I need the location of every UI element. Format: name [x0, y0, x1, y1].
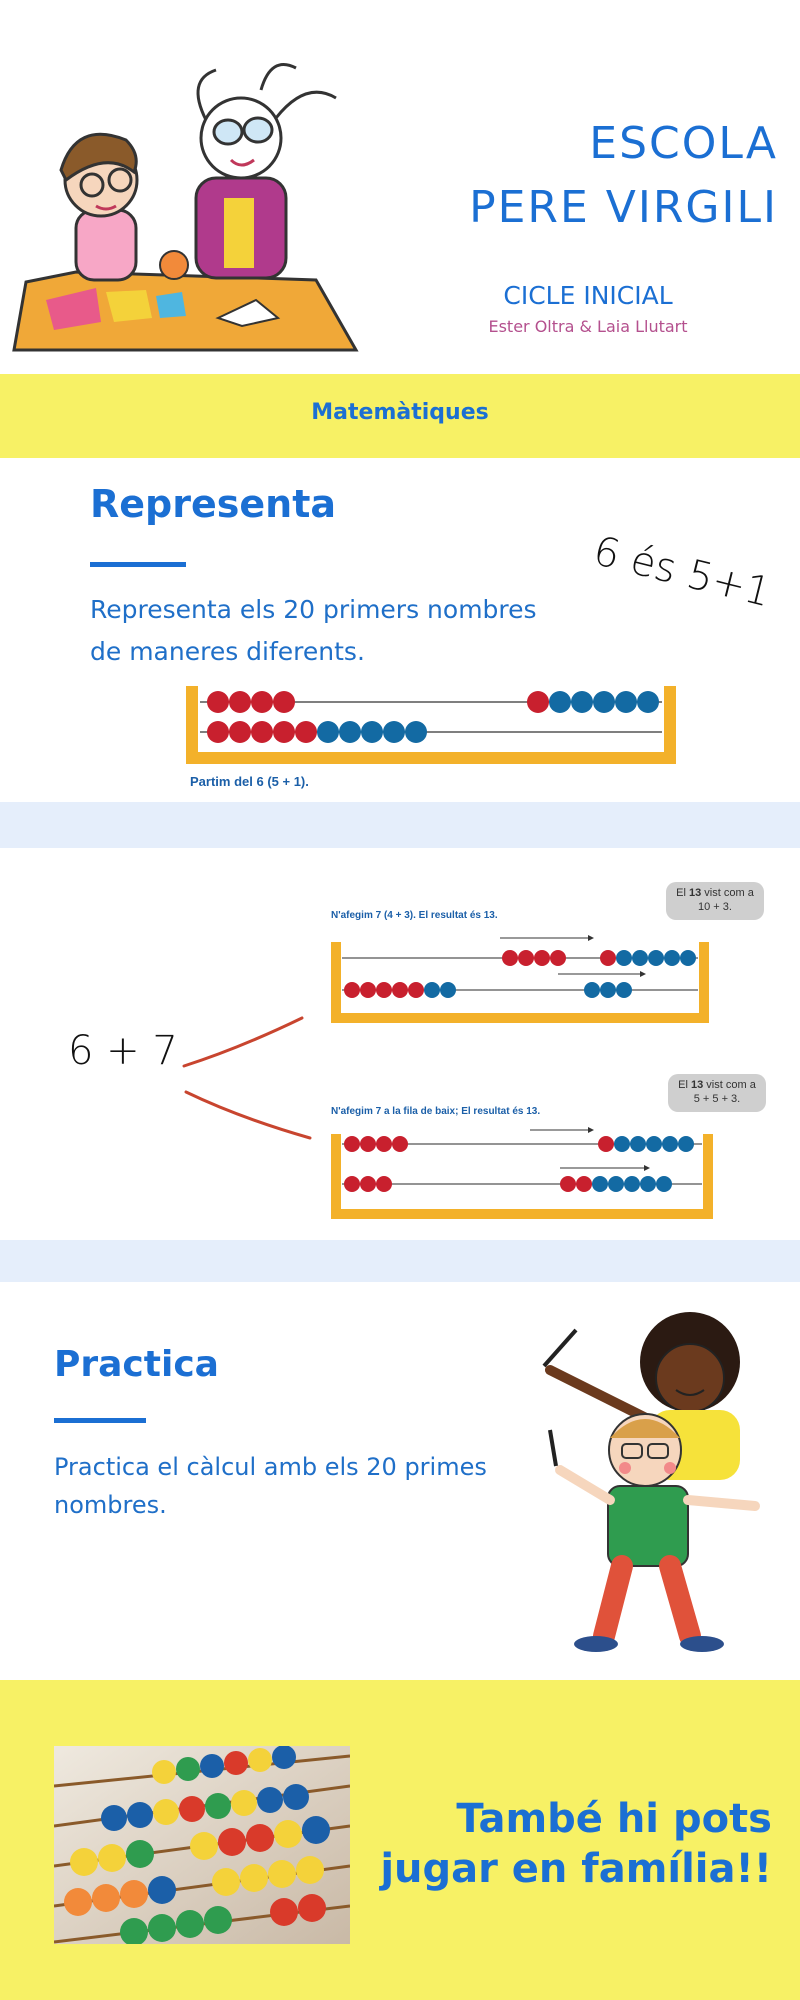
cycle-label: CICLE INICIAL — [503, 281, 673, 310]
family-message-line2: jugar en família!! — [380, 1846, 772, 1892]
heading-underline — [54, 1418, 146, 1423]
footer-band — [0, 1680, 800, 2000]
section-sum — [0, 848, 800, 1240]
school-name-line1: ESCOLA — [589, 118, 778, 169]
abacus-caption-2: N'afegim 7 a la fila de baix; El resultat és 13. — [331, 1106, 541, 1117]
handwritten-note: 6 és 5+1 — [588, 528, 776, 617]
handwritten-sum: 6 + 7 — [68, 1028, 178, 1074]
divider-band — [0, 802, 800, 848]
children-painting-illustration — [530, 1300, 780, 1660]
school-name-line2: PERE VIRGILI — [469, 182, 778, 233]
abacus-caption-1: N'afegim 7 (4 + 3). El resultat és 13. — [331, 910, 498, 921]
section-practice — [0, 1282, 800, 1680]
heading-underline — [90, 562, 186, 567]
divider-band — [0, 1240, 800, 1282]
speech-bubble-2: El 13 vist com a 5 + 5 + 3. — [668, 1074, 766, 1112]
abacus-caption: Partim del 6 (5 + 1). — [190, 774, 309, 789]
connector-strokes — [180, 978, 320, 1148]
abacus-add-top — [330, 928, 710, 1028]
bead-row-bottom — [207, 721, 427, 743]
kids-drawing-illustration — [6, 60, 366, 360]
subject-band — [0, 374, 800, 458]
section-heading: Representa — [90, 482, 336, 526]
section-body-line1: Practica el càlcul amb els 20 primes — [54, 1453, 487, 1481]
family-message-line1: També hi pots — [456, 1796, 772, 1842]
header — [0, 0, 800, 374]
subject-label: Matemàtiques — [311, 400, 489, 425]
section-body-line2: de maneres diferents. — [90, 637, 365, 666]
section-body-line2: nombres. — [54, 1491, 167, 1519]
abacus-add-bottom — [330, 1124, 714, 1224]
section-body-line1: Representa els 20 primers nombres — [90, 595, 537, 624]
authors-label: Ester Oltra & Laia Llutart — [488, 317, 688, 336]
section-heading: Practica — [54, 1344, 219, 1385]
abacus-six — [186, 686, 676, 766]
section-represent — [0, 458, 800, 802]
speech-bubble-1: El 13 vist com a 10 + 3. — [666, 882, 764, 920]
family-message — [380, 1794, 772, 1894]
abacus-photo — [54, 1746, 350, 1944]
